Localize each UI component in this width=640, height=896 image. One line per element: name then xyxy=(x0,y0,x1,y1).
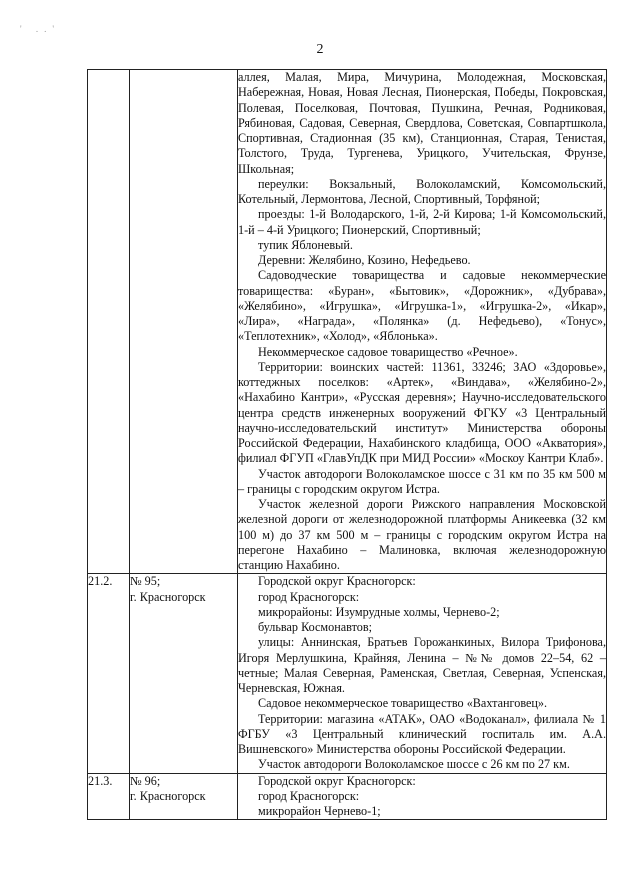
description-paragraph: проезды: 1-й Володарского, 1-й, 2-й Кирова; 1-й Комсомольский, 1-й – 4-й Урицкого; Пионерский, Спортивный; xyxy=(238,207,606,237)
row-number: 21.2. xyxy=(88,574,130,773)
description-paragraph: тупик Яблоневый. xyxy=(258,237,353,252)
district-center: г. Красногорск xyxy=(130,589,206,604)
description-paragraph: город Красногорск: xyxy=(258,589,360,604)
district-table xyxy=(87,69,607,820)
page-number: 2 xyxy=(316,42,324,57)
district-number: № 95; xyxy=(130,574,161,589)
description-paragraph: Участок автодороги Волоколамское шоссе с 26 км по 27 км. xyxy=(258,757,570,772)
description-paragraph: Территории: магазина «АТАК», ОАО «Водоканал», филиала № 1 ФГБУ «3 Центральный клинический госпиталь им. А.А. Вишневского» Министерства обороны Российской Федерации. xyxy=(238,711,606,756)
district-cell xyxy=(130,70,238,574)
table-row xyxy=(88,574,607,773)
description-paragraph: Участок автодороги Волоколамское шоссе с 31 км по 35 км 500 м – границы с городским округом Истра. xyxy=(238,466,606,496)
district-center: г. Красногорск xyxy=(130,788,206,803)
description-paragraph: Участок железной дороги Рижского направления Московской железной дороги от железнодорожной платформы Аникеевка (32 км 100 м) до 37 км 500 м – границы с городским округом Истра на перегоне Нахабино – Малиновка, включая железнодорожную станцию Нахабино. xyxy=(238,497,606,572)
row-number xyxy=(88,70,130,574)
description-paragraph: переулки: Вокзальный, Волоколамский, Комсомольский, Котельный, Лермонтова, Лесной, Спортивный, Торфяной; xyxy=(238,176,606,206)
description-paragraph: микрорайоны: Изумрудные холмы, Черневo-2; xyxy=(258,604,500,619)
description-paragraph: бульвар Космонавтов; xyxy=(258,620,372,634)
description-paragraph: Садовое некоммерческое товарищество «Вахтанговец». xyxy=(258,696,548,711)
table-row xyxy=(88,70,607,574)
description-paragraph: Некоммерческое садовое товарищество «Речное». xyxy=(258,344,518,359)
district-description xyxy=(238,773,607,820)
description-paragraph: микрорайон Чернево-1; xyxy=(258,804,381,818)
description-paragraph: Территории: воинских частей: 11361, 33246; ЗАО «Здоровье», коттеджных поселков: «Артек», «Виндава», «Желябино-2», «Нахабино Кантри», «Русская деревня»; Научно-исследовательского центра средств инженерных вооружений ФГКУ «3 Центральный научно-исследовательский институт» Министерства обороны Российской Федерации, Нахабинского кладбища, ООО «Акватория», филиал ФГУП «ГлавУпДК при МИД России» «Москоу Кантри Клаб». xyxy=(238,359,606,466)
district-description xyxy=(238,574,607,773)
description-paragraph: Садоводческие товарищества и садовые некоммерческие товарищества: «Буран», «Бытовик», «Дорожник», «Дубрава», «Желябино», «Игрушка», «Игрушка-1», «Игрушка-2», «Икар», «Лира», «Награда», «Полянка» (д. Нефедьево), «Тонус», «Теплотехник», «Холод», «Яблонька». xyxy=(238,268,606,344)
district-cell xyxy=(130,773,238,820)
row-number: 21.3. xyxy=(88,773,130,820)
table-row xyxy=(88,773,607,820)
description-paragraph: Деревни: Желябино, Козино, Нефедьево. xyxy=(258,253,471,267)
description-paragraph: Городской округ Красногорск: xyxy=(258,574,416,589)
scan-corner-mark: ' ..' xyxy=(20,24,60,34)
description-paragraph: город Красногорск: xyxy=(258,788,360,803)
district-number: № 96; xyxy=(130,773,161,788)
district-description xyxy=(238,70,607,574)
description-paragraph: Городской округ Красногорск: xyxy=(258,773,416,788)
description-paragraph: аллея, Малая, Мира, Мичурина, Молодежная, Московская, Набережная, Новая, Новая Лесная, Пионерская, Победы, Покровская, Полевая, Поселковая, Почтовая, Пушкина, Речная, Родниковая, Рябиновая, Садовая, Северная, Свердлова, Советская, Совпартшкола, Спортивная, Стадионная (35 км), Станционная, Старая, Тенистая, Толстого, Труда, Тургенева, Урицкого, Учительская, Фрунзе, Школьная; xyxy=(238,70,606,176)
description-paragraph: улицы: Аннинская, Братьев Горожанкиных, Вилора Трифонова, Игоря Мерлушкина, Крайняя, Ленина – №№ домов 22–54, 62 – четные; Малая Северная, Раменская, Светлая, Северная, Успенская, Черневская, Южная. xyxy=(238,635,606,695)
district-cell xyxy=(130,574,238,773)
